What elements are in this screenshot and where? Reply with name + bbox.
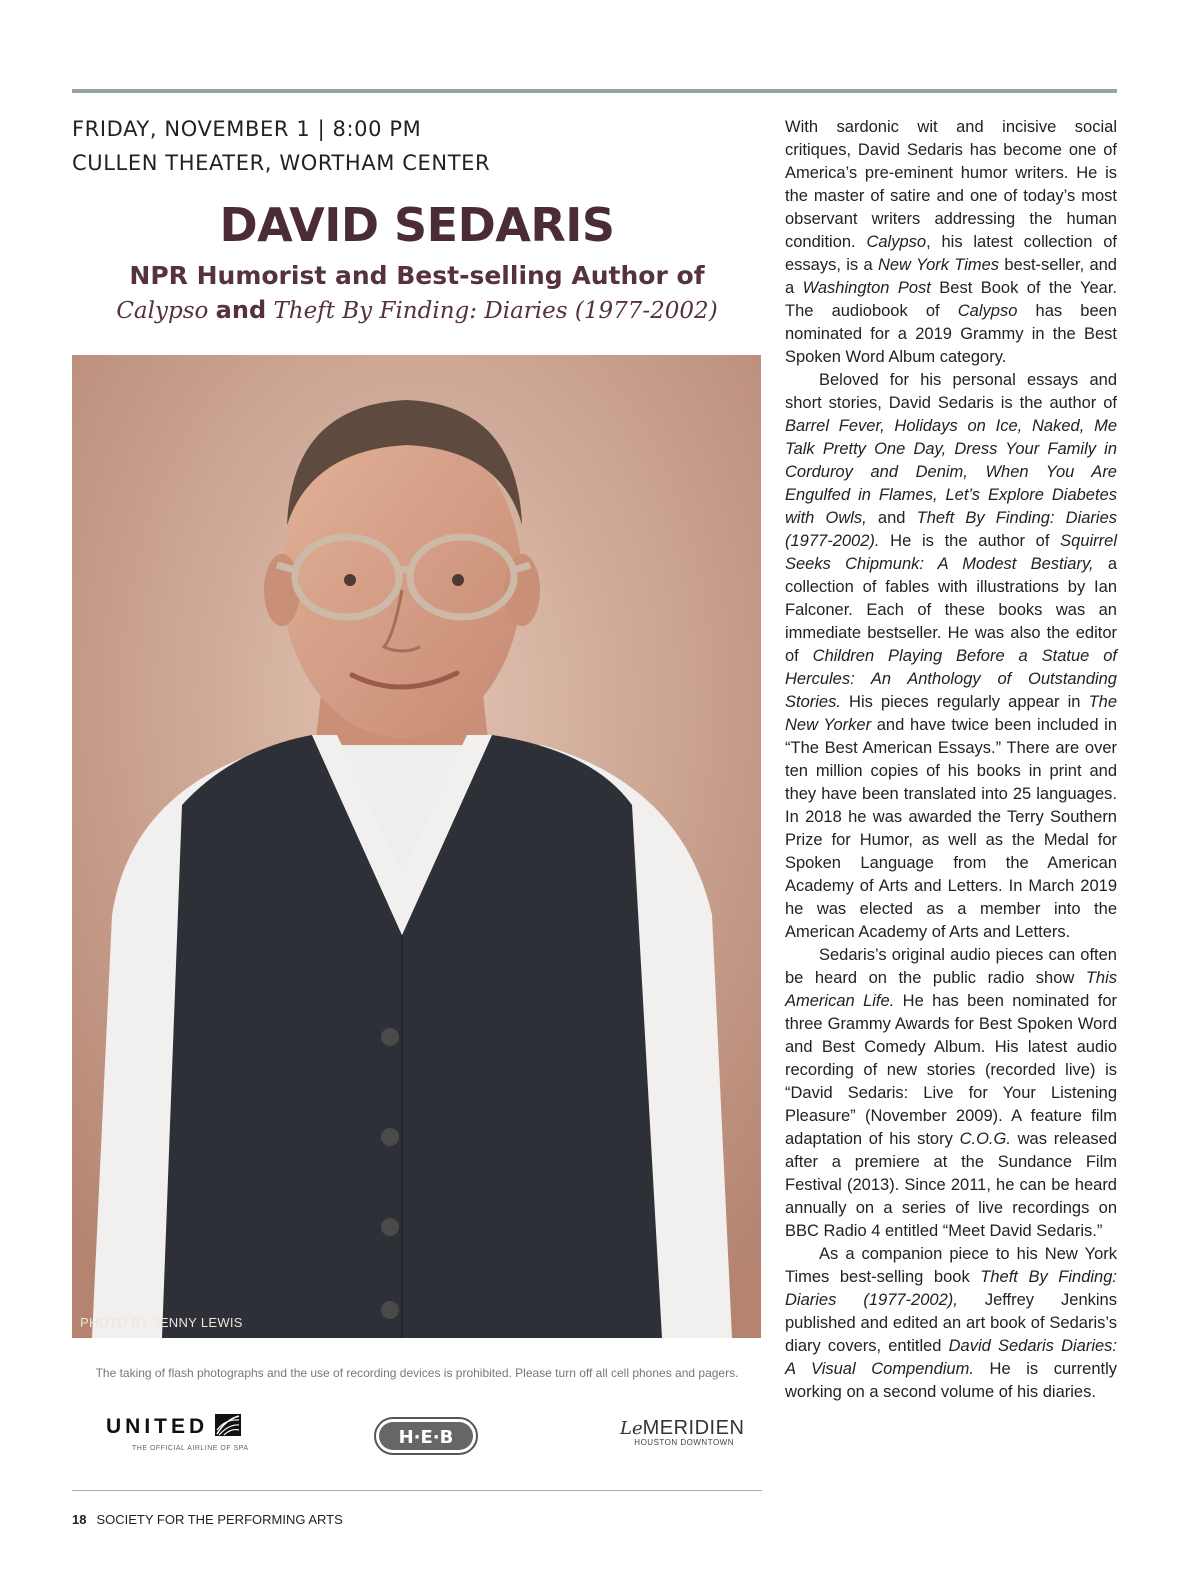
performer-photo [72, 355, 761, 1338]
meridien-location: HOUSTON DOWNTOWN [634, 1438, 734, 1447]
performer-name: DAVID SEDARIS [219, 198, 615, 252]
bio-paragraph [785, 116, 1117, 369]
bio-text: His pieces regularly appear in [840, 693, 1089, 711]
bio-paragraph [785, 369, 1117, 944]
italic-title: Washington Post [802, 279, 931, 297]
united-wordmark: UNITED [106, 1415, 209, 1438]
bio-text: and have twice been included in “The Best American Essays.” There are over ten million copies of his books in print and they have been translated into 25 languages. In 2018 he was awarded the Terry Southern Prize for Humor, as well as the Medal for Spoken Language from the American Academy of Arts and Letters. In March 2019 he was elected as a member into the American Academy of Arts and Letters. [785, 716, 1118, 941]
bio-text: best-seller, and a [785, 256, 1117, 297]
bio-text: He is currently working on a second volume of his diaries. [785, 1360, 1117, 1401]
page-number: 18 [72, 1512, 87, 1527]
event-venue: CULLEN THEATER, WORTHAM CENTER [72, 151, 491, 175]
bio-text: He has been nominated for three Grammy Awards for Best Spoken Word and Best Comedy Album. His latest audio recording of new stories (recorded live) is “David Sedaris: Live for Your Listening Pleasure” (November 2009). A feature film adaptation of his story [785, 992, 1117, 1148]
bio-text: has been nominated for a 2019 Grammy in the Best Spoken Word Album category. [785, 302, 1117, 366]
bio-text: Best Book of the Year. The audiobook of [785, 279, 1117, 320]
bio-text: As a companion piece to his New York Times best-selling book [785, 1245, 1117, 1286]
bio-text: Sedaris’s original audio pieces can often be heard on the public radio show [785, 946, 1117, 987]
italic-title: David Sedaris Diaries: A Visual Compendium. [785, 1337, 1117, 1378]
bio-text: With sardonic wit and incisive social critiques, David Sedaris has become one of America’s pre-eminent humor writers. He is the master of satire and one of today’s most observant writers addressing the human condition. [785, 118, 1117, 251]
biography [785, 116, 1117, 1404]
italic-title: This American Life. [785, 969, 1117, 1010]
bio-text: a collection of fables with illustrations by Ian Falconer. Each of these books was an immediate bestseller. He was also the editor of [785, 555, 1118, 665]
united-globe-icon [215, 1414, 241, 1436]
heb-logo [374, 1417, 478, 1455]
photo-credit: PHOTO BY JENNY LEWIS [80, 1315, 243, 1330]
performer-subtitle: NPR Humorist and Best-selling Author of [129, 261, 705, 290]
le-meridien-logo [620, 1417, 745, 1447]
united-tagline: THE OFFICIAL AIRLINE OF SPA [132, 1445, 249, 1452]
heb-wordmark: H·E·B [398, 1427, 454, 1448]
book-titles [72, 296, 762, 324]
bottom-rule [72, 1490, 762, 1491]
bio-text: Jeffrey Jenkins published and edited an art book of Sedaris’s diary covers, entitled [785, 1291, 1117, 1355]
organization-name: SOCIETY FOR THE PERFORMING ARTS [96, 1512, 343, 1527]
italic-title: C.O.G. [959, 1130, 1011, 1148]
italic-title: Barrel Fever, Holidays on Ice, Naked, Me Talk Pretty One Day, Dress Your Family in Corduroy and Denim, When You Are Engulfed in Flames, Let’s Explore Diabetes with Owls, [785, 417, 1117, 527]
italic-title: Children Playing Before a Statue of Hercules: An Anthology of Outstanding Stories. [785, 647, 1117, 711]
top-rule [72, 89, 1117, 93]
portrait-illustration [72, 355, 761, 1338]
meridien-name: MERIDIEN [642, 1417, 745, 1439]
italic-title: The New Yorker [785, 693, 1117, 734]
event-date-time: FRIDAY, NOVEMBER 1 | 8:00 PM [72, 117, 422, 141]
italic-title: Calypso [866, 233, 927, 251]
book-title-theft-by-finding: Theft By Finding: Diaries (1977-2002) [273, 298, 718, 324]
book-title-calypso: Calypso [116, 298, 209, 324]
italic-title: Theft By Finding: Diaries (1977-2002), [785, 1268, 1117, 1309]
bio-text: He is the author of [879, 532, 1061, 550]
italic-title: Calypso [957, 302, 1018, 320]
italic-title: Squirrel Seeks Chipmunk: A Modest Bestiary, [785, 532, 1117, 573]
bio-text: and [866, 509, 917, 527]
meridien-le: Le [620, 1418, 643, 1439]
united-logo [106, 1414, 249, 1452]
bio-text: , his latest collection of essays, is a [785, 233, 1118, 274]
bio-text: was released after a premiere at the Sundance Film Festival (2013). Since 2011, he can be heard annually on a series of live recordings on BBC Radio 4 entitled “Meet David Sedaris.” [785, 1130, 1118, 1240]
italic-title: Theft By Finding: Diaries (1977-2002). [785, 509, 1118, 550]
book-conjunction: and [215, 296, 267, 324]
page-footer [72, 1512, 343, 1527]
bio-paragraph [785, 944, 1117, 1243]
bio-paragraph [785, 1243, 1117, 1404]
recording-notice: The taking of flash photographs and the use of recording devices is prohibited. Please turn off all cell phones and pagers. [95, 1366, 739, 1380]
italic-title: New York Times [877, 256, 1000, 274]
bio-text: Beloved for his personal essays and short stories, David Sedaris is the author of [785, 371, 1117, 412]
